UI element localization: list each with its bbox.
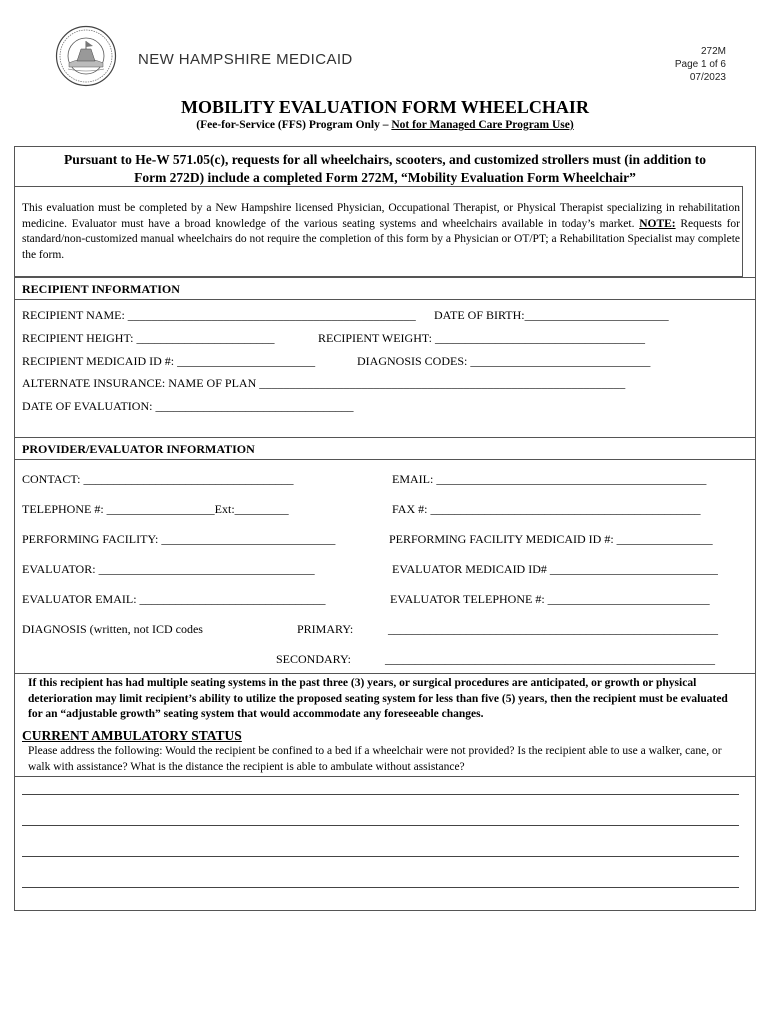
form-title: MOBILITY EVALUATION FORM WHEELCHAIR bbox=[181, 97, 589, 117]
recipient-weight-field[interactable]: RECIPIENT WEIGHT: ___________________________________ bbox=[318, 331, 645, 345]
recipient-height-field[interactable]: RECIPIENT HEIGHT: _______________________ bbox=[22, 331, 275, 345]
evaluator-telephone-field[interactable]: EVALUATOR TELEPHONE #: ___________________________ bbox=[390, 592, 710, 606]
recipient-name-field[interactable]: RECIPIENT NAME: ________________________________________________ bbox=[22, 308, 416, 322]
telephone-field[interactable]: TELEPHONE #: __________________Ext:_________ bbox=[22, 502, 289, 516]
pursuant-line-1: Pursuant to He-W 571.05(c), requests for all wheelchairs, scooters, and customized strollers must (in addition to bbox=[63, 152, 707, 167]
secondary-diagnosis-field[interactable]: _______________________________________________________ bbox=[385, 652, 715, 666]
evaluator-email-field[interactable]: EVALUATOR EMAIL: _______________________________ bbox=[22, 592, 326, 606]
form-meta bbox=[675, 45, 726, 84]
intro-text: This evaluation must be completed by a New Hampshire licensed Physician, Occupational Therapist, or Physical Therapist specializing in rehabilitation medicine. Evaluator must have a broad knowledge of the various seating systems and wheelchairs available in today’s market. bbox=[22, 202, 740, 230]
ambulatory-heading: CURRENT AMBULATORY STATUS bbox=[22, 728, 242, 743]
form-date: 07/2023 bbox=[689, 72, 726, 83]
seating-system-note: If this recipient has had multiple seating systems in the past three (3) years, or surgical procedures are anticipated, or growth or physical deterioration may limit recipient’s ability to utilize the proposed seating system for less than five (5) years, then the recipient must be evaluated for an “adjustable growth” seating system that would accommodate any foreseeable changes. bbox=[28, 677, 728, 720]
provider-heading: PROVIDER/EVALUATOR INFORMATION bbox=[22, 442, 255, 456]
facility-medicaid-id-field[interactable]: PERFORMING FACILITY MEDICAID ID #: ________________ bbox=[389, 532, 713, 546]
alternate-insurance-field[interactable]: ALTERNATE INSURANCE: NAME OF PLAN _____________________________________________________________ bbox=[22, 376, 626, 390]
pursuant-line-2: Form 272D) include a completed Form 272M, “Mobility Evaluation Form Wheelchair” bbox=[134, 170, 636, 185]
subtitle-underlined: Not for Managed Care Program Use) bbox=[391, 119, 574, 131]
agency-name: NEW HAMPSHIRE MEDICAID bbox=[138, 51, 353, 68]
primary-diagnosis-field[interactable]: _______________________________________________________ bbox=[388, 622, 718, 636]
form-number: 272M bbox=[700, 46, 726, 57]
ambulatory-prompt: Please address the following: Would the recipient be confined to a bed if a wheelchair were not provided? Is the recipient able to use a walker, cane, or walk with assistance? What is the distance the recipient is able to ambulate without assistance? bbox=[28, 745, 722, 773]
recipient-divider-bottom bbox=[14, 299, 755, 300]
performing-facility-field[interactable]: PERFORMING FACILITY: _____________________________ bbox=[22, 532, 336, 546]
contact-field[interactable]: CONTACT: ___________________________________ bbox=[22, 472, 294, 486]
ambulatory-answer-line-1[interactable] bbox=[22, 794, 739, 795]
ambulatory-divider bbox=[14, 776, 755, 777]
evaluator-medicaid-id-field[interactable]: EVALUATOR MEDICAID ID# ____________________________ bbox=[392, 562, 718, 576]
note-divider bbox=[14, 673, 755, 674]
note-label: NOTE: bbox=[639, 217, 676, 230]
recipient-medicaid-id-field[interactable]: RECIPIENT MEDICAID ID #: _______________________ bbox=[22, 354, 316, 368]
recipient-heading: RECIPIENT INFORMATION bbox=[22, 282, 180, 296]
provider-divider-bottom bbox=[14, 459, 755, 460]
secondary-label: SECONDARY: bbox=[276, 652, 351, 666]
page-number: Page 1 of 6 bbox=[674, 59, 726, 70]
date-of-evaluation-field[interactable]: DATE OF EVALUATION: _________________________________ bbox=[22, 399, 354, 413]
intro-paragraph bbox=[22, 201, 740, 263]
primary-label: PRIMARY: bbox=[297, 622, 354, 636]
fax-field[interactable]: FAX #: _____________________________________________ bbox=[392, 502, 701, 516]
recipient-divider-top bbox=[14, 277, 755, 278]
evaluator-field[interactable]: EVALUATOR: ____________________________________ bbox=[22, 562, 315, 576]
subtitle-prefix: (Fee-for-Service (FFS) Program Only – bbox=[196, 119, 392, 131]
date-of-birth-field[interactable]: DATE OF BIRTH:________________________ bbox=[434, 308, 669, 322]
note-text: Requests for standard/non-customized manual wheelchairs do not require the completion of this form by a Physician or OT/PT; a Rehabilitation Specialist may complete the form. bbox=[22, 217, 741, 261]
email-field[interactable]: EMAIL: _____________________________________________ bbox=[392, 472, 707, 486]
ambulatory-answer-line-3[interactable] bbox=[22, 856, 739, 857]
diagnosis-codes-field[interactable]: DIAGNOSIS CODES: ______________________________ bbox=[357, 354, 651, 368]
diagnosis-label: DIAGNOSIS (written, not ICD codes bbox=[22, 622, 203, 636]
pursuant-statement bbox=[0, 151, 770, 187]
ambulatory-answer-line-4[interactable] bbox=[22, 887, 739, 888]
form-subtitle bbox=[0, 119, 770, 131]
ambulatory-answer-line-2[interactable] bbox=[22, 825, 739, 826]
state-seal-logo bbox=[55, 25, 117, 87]
provider-divider-top bbox=[14, 437, 755, 438]
